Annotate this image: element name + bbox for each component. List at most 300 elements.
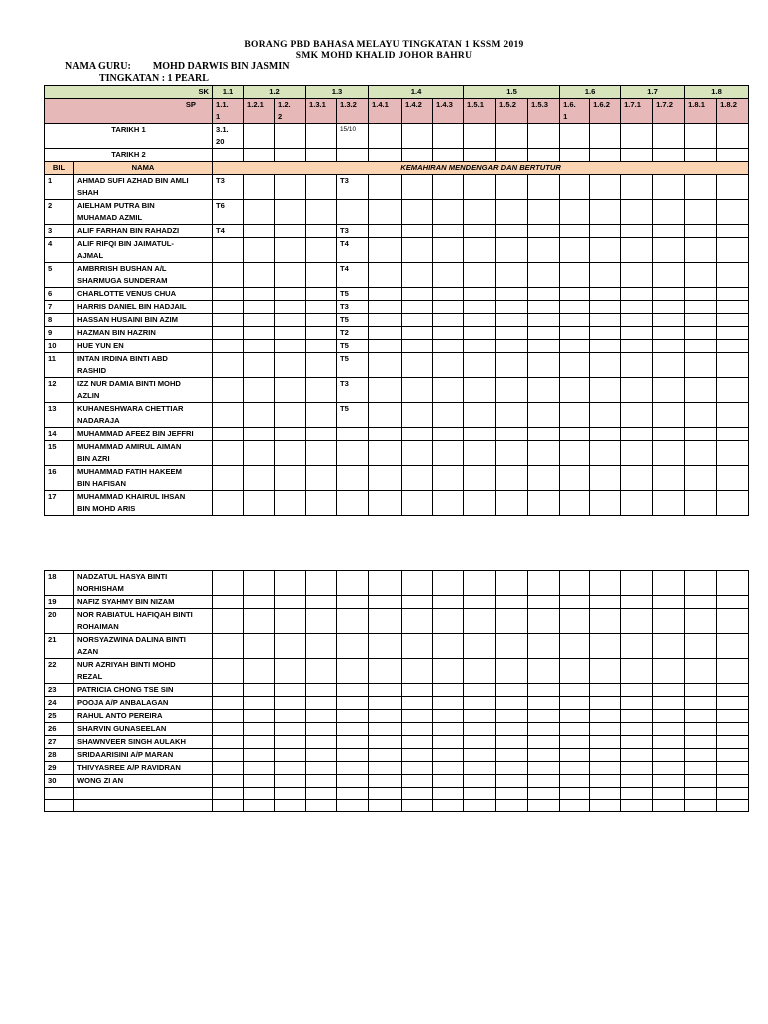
score-cell bbox=[560, 762, 590, 775]
score-cell bbox=[717, 340, 749, 353]
tarikh2-label: TARIKH 2 bbox=[45, 149, 213, 162]
tarikh1-cell bbox=[717, 124, 749, 149]
score-cell bbox=[717, 596, 749, 609]
student-name: RAHUL ANTO PEREIRA bbox=[74, 710, 213, 723]
score-cell bbox=[717, 609, 749, 634]
student-name: POOJA A/P ANBALAGAN bbox=[74, 697, 213, 710]
score-cell bbox=[402, 634, 433, 659]
score-cell bbox=[590, 710, 621, 723]
score-cell bbox=[464, 238, 496, 263]
score-cell bbox=[685, 710, 717, 723]
score-cell bbox=[621, 596, 653, 609]
student-row bbox=[45, 466, 749, 491]
score-cell bbox=[213, 327, 244, 340]
score-cell bbox=[464, 723, 496, 736]
score-cell bbox=[275, 288, 306, 301]
score-cell bbox=[337, 596, 369, 609]
score-cell bbox=[369, 775, 402, 788]
student-name bbox=[74, 800, 213, 812]
score-cell bbox=[621, 340, 653, 353]
score-cell bbox=[275, 175, 306, 200]
score-cell bbox=[369, 314, 402, 327]
score-cell bbox=[590, 238, 621, 263]
score-cell bbox=[337, 634, 369, 659]
score-cell bbox=[244, 428, 275, 441]
score-cell bbox=[685, 684, 717, 697]
score-cell bbox=[528, 723, 560, 736]
teacher-label: NAMA GURU: bbox=[65, 61, 131, 72]
score-cell bbox=[337, 800, 369, 812]
score-cell bbox=[717, 762, 749, 775]
score-cell bbox=[496, 609, 528, 634]
student-name: MUHAMMAD KHAIRUL IHSAN BIN MOHD ARIS bbox=[74, 491, 213, 516]
score-cell bbox=[590, 800, 621, 812]
score-cell bbox=[306, 238, 337, 263]
score-cell bbox=[402, 697, 433, 710]
score-cell bbox=[337, 428, 369, 441]
score-cell bbox=[717, 314, 749, 327]
tarikh1-cell bbox=[433, 124, 464, 149]
score-cell bbox=[653, 301, 685, 314]
score-cell bbox=[275, 762, 306, 775]
student-row bbox=[45, 327, 749, 340]
score-cell bbox=[402, 288, 433, 301]
sp-item: 1.6.2 bbox=[590, 99, 621, 124]
score-cell bbox=[621, 378, 653, 403]
score-cell: T5 bbox=[337, 314, 369, 327]
sp-item: 1.7.1 bbox=[621, 99, 653, 124]
score-cell bbox=[590, 301, 621, 314]
nama-header: NAMA bbox=[74, 162, 213, 175]
score-cell bbox=[275, 684, 306, 697]
score-cell bbox=[433, 301, 464, 314]
score-cell bbox=[244, 175, 275, 200]
student-name: ALIF FARHAN BIN RAHADZI bbox=[74, 225, 213, 238]
score-cell bbox=[244, 491, 275, 516]
score-cell bbox=[560, 225, 590, 238]
sp-item: 1.8.1 bbox=[685, 99, 717, 124]
student-name: NOR RABIATUL HAFIQAH BINTI ROHAIMAN bbox=[74, 609, 213, 634]
score-cell bbox=[306, 175, 337, 200]
score-cell bbox=[433, 428, 464, 441]
column-header-row bbox=[45, 162, 749, 175]
score-cell bbox=[560, 749, 590, 762]
score-cell bbox=[717, 378, 749, 403]
score-cell: T3 bbox=[213, 175, 244, 200]
score-cell bbox=[306, 749, 337, 762]
student-bil: 5 bbox=[45, 263, 74, 288]
sk-group: 1.4 bbox=[369, 86, 464, 99]
tarikh1-cell: 3.1. 20 bbox=[213, 124, 244, 149]
student-row bbox=[45, 403, 749, 428]
score-cell bbox=[402, 491, 433, 516]
score-cell bbox=[213, 353, 244, 378]
student-bil: 21 bbox=[45, 634, 74, 659]
score-cell bbox=[369, 403, 402, 428]
tarikh1-cell bbox=[306, 124, 337, 149]
score-cell: T3 bbox=[337, 301, 369, 314]
score-cell bbox=[402, 378, 433, 403]
score-cell bbox=[717, 491, 749, 516]
score-cell bbox=[337, 684, 369, 697]
tarikh2-cell bbox=[464, 149, 496, 162]
score-cell bbox=[621, 238, 653, 263]
student-bil: 10 bbox=[45, 340, 74, 353]
score-cell bbox=[560, 327, 590, 340]
tarikh1-cell bbox=[244, 124, 275, 149]
score-cell bbox=[464, 327, 496, 340]
score-cell bbox=[402, 659, 433, 684]
score-cell bbox=[685, 736, 717, 749]
score-cell bbox=[244, 314, 275, 327]
score-cell bbox=[653, 762, 685, 775]
score-cell bbox=[275, 800, 306, 812]
score-cell bbox=[464, 466, 496, 491]
student-bil: 22 bbox=[45, 659, 74, 684]
score-cell bbox=[337, 710, 369, 723]
score-cell bbox=[717, 723, 749, 736]
student-bil: 6 bbox=[45, 288, 74, 301]
score-cell bbox=[496, 403, 528, 428]
student-bil bbox=[45, 800, 74, 812]
score-cell bbox=[306, 263, 337, 288]
score-cell bbox=[464, 301, 496, 314]
score-cell bbox=[337, 571, 369, 596]
student-bil: 20 bbox=[45, 609, 74, 634]
sk-group: 1.2 bbox=[244, 86, 306, 99]
score-cell bbox=[528, 749, 560, 762]
score-cell bbox=[496, 736, 528, 749]
score-cell bbox=[685, 441, 717, 466]
score-cell bbox=[496, 200, 528, 225]
score-cell bbox=[369, 301, 402, 314]
score-cell bbox=[402, 466, 433, 491]
tarikh1-cell bbox=[621, 124, 653, 149]
score-cell bbox=[433, 175, 464, 200]
score-cell bbox=[496, 634, 528, 659]
score-cell bbox=[717, 788, 749, 800]
score-cell bbox=[528, 301, 560, 314]
score-cell bbox=[337, 749, 369, 762]
score-cell bbox=[464, 175, 496, 200]
score-cell bbox=[717, 775, 749, 788]
tarikh1-cell bbox=[528, 124, 560, 149]
score-cell bbox=[621, 723, 653, 736]
score-cell bbox=[717, 263, 749, 288]
score-cell bbox=[464, 775, 496, 788]
score-cell bbox=[213, 762, 244, 775]
student-name: SHARVIN GUNASEELAN bbox=[74, 723, 213, 736]
score-cell bbox=[621, 736, 653, 749]
score-cell bbox=[464, 491, 496, 516]
score-cell bbox=[528, 200, 560, 225]
student-name: THIVYASREE A/P RAVIDRAN bbox=[74, 762, 213, 775]
student-row bbox=[45, 225, 749, 238]
score-cell bbox=[560, 775, 590, 788]
score-cell bbox=[717, 353, 749, 378]
score-cell bbox=[496, 659, 528, 684]
score-cell bbox=[590, 175, 621, 200]
student-bil: 7 bbox=[45, 301, 74, 314]
sp-item: 1.2.1 bbox=[244, 99, 275, 124]
score-cell bbox=[306, 762, 337, 775]
score-cell bbox=[528, 762, 560, 775]
sp-item: 1.7.2 bbox=[653, 99, 685, 124]
score-cell bbox=[464, 697, 496, 710]
score-cell bbox=[213, 301, 244, 314]
score-cell bbox=[213, 723, 244, 736]
score-cell bbox=[685, 403, 717, 428]
score-cell bbox=[244, 238, 275, 263]
score-cell bbox=[433, 288, 464, 301]
score-cell bbox=[402, 441, 433, 466]
score-cell bbox=[306, 378, 337, 403]
student-bil: 3 bbox=[45, 225, 74, 238]
score-cell bbox=[621, 571, 653, 596]
student-bil: 30 bbox=[45, 775, 74, 788]
score-cell bbox=[244, 634, 275, 659]
student-name: ALIF RIFQI BIN JAIMATUL- AJMAL bbox=[74, 238, 213, 263]
score-cell bbox=[496, 684, 528, 697]
score-cell bbox=[306, 441, 337, 466]
score-cell bbox=[590, 659, 621, 684]
score-cell bbox=[528, 238, 560, 263]
score-cell bbox=[433, 788, 464, 800]
score-cell bbox=[496, 710, 528, 723]
score-cell bbox=[244, 263, 275, 288]
score-cell bbox=[590, 609, 621, 634]
score-cell bbox=[496, 340, 528, 353]
score-cell bbox=[433, 403, 464, 428]
student-row bbox=[45, 684, 749, 697]
score-cell bbox=[717, 327, 749, 340]
sp-item: 1.5.2 bbox=[496, 99, 528, 124]
score-cell bbox=[590, 775, 621, 788]
score-cell bbox=[433, 466, 464, 491]
score-cell bbox=[213, 697, 244, 710]
student-bil: 19 bbox=[45, 596, 74, 609]
score-cell bbox=[590, 225, 621, 238]
score-cell bbox=[496, 263, 528, 288]
sk-group: 1.1 bbox=[213, 86, 244, 99]
score-cell bbox=[560, 428, 590, 441]
score-cell bbox=[213, 314, 244, 327]
score-cell bbox=[306, 571, 337, 596]
score-cell: T5 bbox=[337, 353, 369, 378]
score-cell bbox=[464, 800, 496, 812]
score-cell bbox=[433, 238, 464, 263]
student-bil: 17 bbox=[45, 491, 74, 516]
score-cell bbox=[560, 609, 590, 634]
student-bil: 4 bbox=[45, 238, 74, 263]
score-cell bbox=[275, 723, 306, 736]
sk-group: 1.5 bbox=[464, 86, 560, 99]
score-cell bbox=[685, 659, 717, 684]
score-cell bbox=[653, 788, 685, 800]
score-cell bbox=[653, 340, 685, 353]
student-bil: 9 bbox=[45, 327, 74, 340]
score-cell bbox=[560, 175, 590, 200]
score-cell bbox=[496, 378, 528, 403]
score-cell bbox=[306, 775, 337, 788]
score-cell bbox=[402, 775, 433, 788]
score-cell bbox=[496, 238, 528, 263]
score-cell bbox=[306, 428, 337, 441]
student-bil: 25 bbox=[45, 710, 74, 723]
score-cell bbox=[653, 466, 685, 491]
score-cell bbox=[433, 609, 464, 634]
score-cell bbox=[528, 684, 560, 697]
score-cell bbox=[244, 775, 275, 788]
score-cell bbox=[275, 466, 306, 491]
score-cell bbox=[685, 378, 717, 403]
score-cell bbox=[496, 428, 528, 441]
score-cell bbox=[653, 378, 685, 403]
score-cell bbox=[528, 710, 560, 723]
score-cell bbox=[275, 697, 306, 710]
score-cell bbox=[433, 697, 464, 710]
score-cell bbox=[560, 736, 590, 749]
student-name: WONG ZI AN bbox=[74, 775, 213, 788]
score-cell bbox=[560, 340, 590, 353]
score-cell bbox=[496, 441, 528, 466]
score-cell bbox=[306, 301, 337, 314]
score-cell bbox=[402, 225, 433, 238]
score-cell bbox=[433, 225, 464, 238]
score-cell bbox=[496, 788, 528, 800]
score-cell bbox=[433, 327, 464, 340]
score-cell bbox=[433, 710, 464, 723]
score-cell bbox=[560, 659, 590, 684]
score-cell bbox=[275, 378, 306, 403]
tarikh1-row bbox=[45, 124, 749, 149]
score-cell: T4 bbox=[337, 263, 369, 288]
score-cell bbox=[685, 263, 717, 288]
score-cell bbox=[433, 340, 464, 353]
score-cell bbox=[464, 314, 496, 327]
score-cell bbox=[653, 263, 685, 288]
score-cell bbox=[244, 684, 275, 697]
tarikh2-cell bbox=[213, 149, 244, 162]
score-cell: T6 bbox=[213, 200, 244, 225]
score-cell bbox=[590, 466, 621, 491]
score-cell bbox=[496, 225, 528, 238]
score-cell bbox=[244, 288, 275, 301]
score-cell bbox=[653, 238, 685, 263]
score-cell bbox=[496, 175, 528, 200]
score-cell bbox=[402, 596, 433, 609]
student-bil: 28 bbox=[45, 749, 74, 762]
score-cell bbox=[653, 314, 685, 327]
score-cell bbox=[590, 736, 621, 749]
score-cell bbox=[464, 762, 496, 775]
student-bil bbox=[45, 788, 74, 800]
score-cell bbox=[621, 491, 653, 516]
score-cell bbox=[213, 403, 244, 428]
score-cell bbox=[275, 749, 306, 762]
score-cell bbox=[464, 353, 496, 378]
score-cell bbox=[464, 378, 496, 403]
score-cell bbox=[402, 684, 433, 697]
score-cell bbox=[653, 353, 685, 378]
score-cell bbox=[306, 684, 337, 697]
score-cell bbox=[653, 634, 685, 659]
tarikh2-cell bbox=[306, 149, 337, 162]
score-cell bbox=[653, 225, 685, 238]
sp-item: 1.6. 1 bbox=[560, 99, 590, 124]
score-cell bbox=[213, 288, 244, 301]
score-cell bbox=[685, 288, 717, 301]
score-cell bbox=[590, 749, 621, 762]
student-bil: 29 bbox=[45, 762, 74, 775]
score-cell bbox=[213, 571, 244, 596]
score-cell: T5 bbox=[337, 288, 369, 301]
sk-group: 1.3 bbox=[306, 86, 369, 99]
student-name: HUE YUN EN bbox=[74, 340, 213, 353]
student-bil: 15 bbox=[45, 441, 74, 466]
tarikh1-cell bbox=[369, 124, 402, 149]
score-cell bbox=[717, 441, 749, 466]
tarikh2-cell bbox=[337, 149, 369, 162]
score-cell bbox=[560, 378, 590, 403]
score-cell bbox=[685, 762, 717, 775]
class-label: TINGKATAN : 1 PEARL bbox=[99, 73, 209, 84]
score-cell bbox=[496, 697, 528, 710]
score-cell bbox=[590, 697, 621, 710]
student-name: NORSYAZWINA DALINA BINTI AZAN bbox=[74, 634, 213, 659]
score-cell bbox=[717, 225, 749, 238]
student-row bbox=[45, 238, 749, 263]
school-name: SMK MOHD KHALID JOHOR BAHRU bbox=[295, 51, 473, 61]
score-cell bbox=[244, 762, 275, 775]
score-cell bbox=[464, 200, 496, 225]
tarikh2-cell bbox=[621, 149, 653, 162]
tarikh2-row bbox=[45, 149, 749, 162]
score-cell bbox=[244, 788, 275, 800]
score-cell bbox=[653, 749, 685, 762]
student-row bbox=[45, 775, 749, 788]
student-name: CHARLOTTE VENUS CHUA bbox=[74, 288, 213, 301]
score-cell bbox=[244, 466, 275, 491]
score-cell bbox=[653, 684, 685, 697]
score-cell bbox=[590, 327, 621, 340]
score-cell bbox=[560, 200, 590, 225]
score-cell bbox=[402, 238, 433, 263]
sp-label: SP bbox=[45, 99, 213, 124]
score-cell bbox=[275, 441, 306, 466]
student-row bbox=[45, 441, 749, 466]
score-cell bbox=[433, 736, 464, 749]
sp-item: 1.5.3 bbox=[528, 99, 560, 124]
score-cell bbox=[653, 327, 685, 340]
score-cell bbox=[213, 428, 244, 441]
score-cell bbox=[528, 697, 560, 710]
score-cell bbox=[653, 596, 685, 609]
score-cell bbox=[244, 749, 275, 762]
score-cell bbox=[433, 723, 464, 736]
score-cell bbox=[717, 466, 749, 491]
score-cell bbox=[433, 775, 464, 788]
score-cell bbox=[464, 710, 496, 723]
score-cell bbox=[528, 288, 560, 301]
student-bil: 18 bbox=[45, 571, 74, 596]
score-cell bbox=[590, 288, 621, 301]
score-cell bbox=[590, 340, 621, 353]
student-name: HAZMAN BIN HAZRIN bbox=[74, 327, 213, 340]
score-cell bbox=[402, 403, 433, 428]
score-cell bbox=[275, 327, 306, 340]
score-cell bbox=[621, 314, 653, 327]
